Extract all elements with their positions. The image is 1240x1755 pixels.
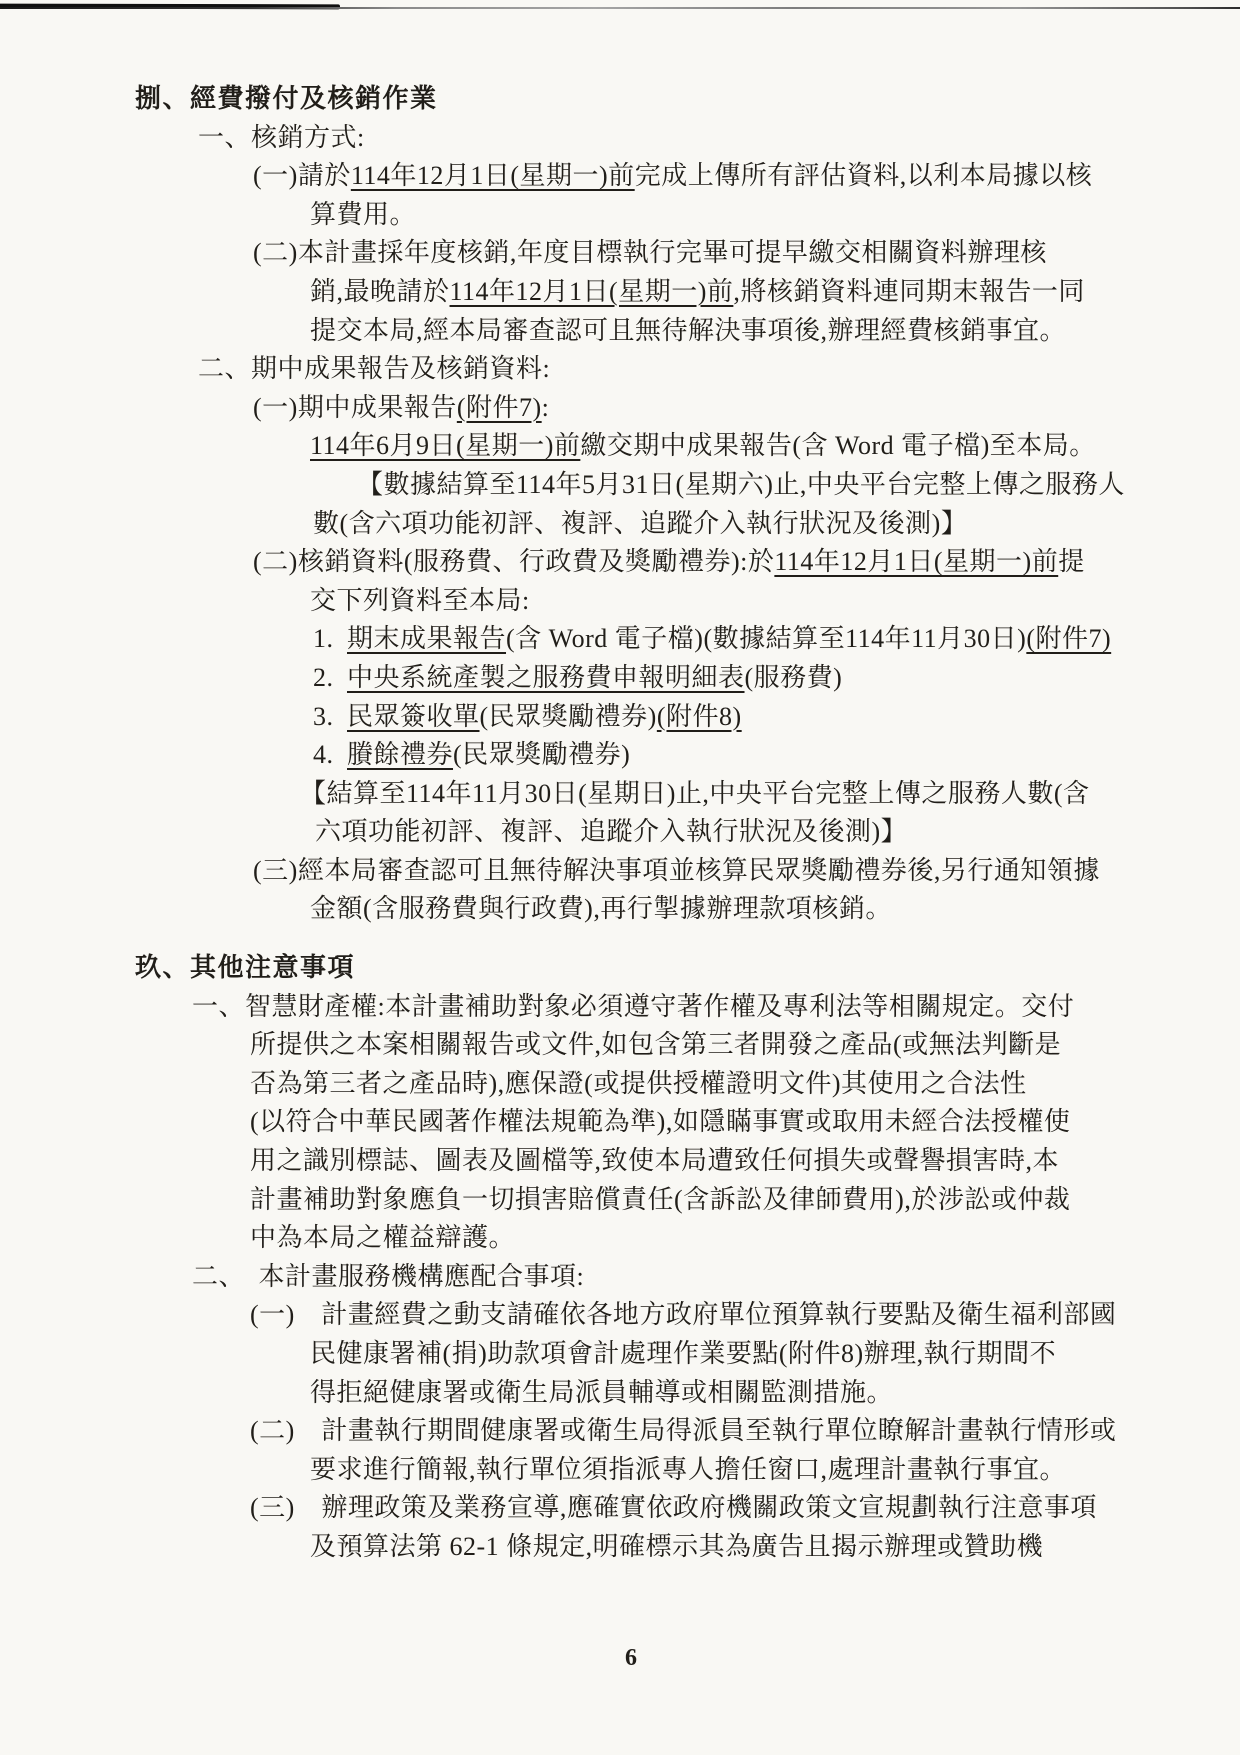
text-segment: 【數據結算至114年5月31日(星期六)止,中央平台完整上傳之服務人	[357, 469, 1125, 499]
underlined-text: 114年6月9日(星期一)前	[310, 431, 581, 461]
text-segment: 交下列資料至本局:	[310, 585, 530, 615]
item-1-2-line-3	[310, 312, 1240, 351]
text-segment: 【結算至114年11月30日(星期日)止,中央平台完整上傳之服務人數(含	[300, 778, 1090, 808]
text-segment: (二) 計畫執行期間健康署或衛生局得派員至執行單位瞭解計畫執行情形或	[250, 1416, 1117, 1446]
coop-1-line-3	[310, 1374, 1240, 1413]
item-2-3-line-1	[253, 852, 1240, 891]
text-segment: (以符合中華民國著作權法規範為準),如隱瞞事實或取用未經合法授權使	[250, 1107, 1071, 1137]
text-segment: (民眾獎勵禮券)	[453, 740, 631, 770]
text-segment: (一) 計畫經費之動支請確依各地方政府單位預算執行要點及衛生福利部國	[250, 1300, 1117, 1330]
page-number: 6	[625, 1645, 637, 1671]
coop-2-line-1	[250, 1412, 1240, 1451]
underlined-text: (附件7)	[1026, 624, 1112, 654]
text-segment: (二)本計畫採年度核銷,年度目標執行完畢可提早繳交相關資料辦理核	[253, 238, 1047, 268]
note-final-line-2	[315, 813, 1240, 852]
text-segment: (二)核銷資料(服務費、行政費及獎勵禮券):於	[253, 547, 775, 577]
text-segment: (一)期中成果報告	[253, 392, 457, 422]
coop-1-line-2	[310, 1335, 1240, 1374]
text-segment: 否為第三者之產品時),應保證(或提供授權證明文件)其使用之合法性	[250, 1068, 1027, 1098]
text-segment: 及預算法第 62-1 條規定,明確標示其為廣告且揭示辦理或贊助機	[310, 1531, 1044, 1561]
scan-artifact-line	[0, 7, 1240, 9]
text-segment: 4.	[313, 740, 347, 770]
list-item-1	[313, 620, 1240, 659]
item-2-1-heading	[253, 389, 1240, 428]
note-final-line-1	[300, 775, 1240, 814]
text-segment: 要求進行簡報,執行單位須指派專人擔任窗口,處理計畫執行事宜。	[310, 1454, 1067, 1484]
item-ip-line-2	[250, 1026, 1240, 1065]
text-segment: 民健康署補(捐)助款項會計處理作業要點(附件8)辦理,執行期間不	[310, 1339, 1057, 1368]
text-segment: 捌、經費撥付及核銷作業	[135, 84, 438, 113]
item-ip-line-6	[250, 1181, 1240, 1220]
section-8-heading	[135, 80, 1240, 119]
note-midterm-line-1	[357, 466, 1240, 505]
item-ip-line-4	[250, 1103, 1240, 1142]
text-segment: 提交本局,經本局審查認可且無待解決事項後,辦理經費核銷事宜。	[310, 315, 1067, 345]
text-segment: 3.	[313, 701, 347, 731]
text-segment: (三) 辦理政策及業務宣導,應確實依政府機關政策文宣規劃執行注意事項	[250, 1493, 1097, 1523]
item-1-1-line-2	[310, 196, 1240, 235]
text-segment: 完成上傳所有評估資料,以利本局據以核	[634, 161, 1093, 191]
text-segment: (民眾獎勵禮券)	[479, 701, 657, 731]
text-segment: 用之識別標誌、圖表及圖檔等,致使本局遭致任何損失或聲譽損害時,本	[250, 1146, 1060, 1176]
item-1-1-line-1	[253, 157, 1240, 196]
coop-3-line-1	[250, 1489, 1240, 1528]
underlined-text: 期末成果報告	[347, 624, 507, 654]
item-2-1-line-1	[310, 427, 1240, 466]
text-segment: (三)經本局審查認可且無待解決事項並核算民眾獎勵禮券後,另行通知領據	[253, 855, 1100, 885]
text-segment: 繳交期中成果報告(含 Word 電子檔)至本局。	[580, 431, 1096, 461]
text-segment: 二、 本計畫服務機構應配合事項:	[192, 1261, 585, 1291]
text-segment: 所提供之本案相關報告或文件,如包含第三者開發之產品(或無法判斷是	[250, 1030, 1062, 1060]
underlined-text: 114年12月1日(星期一)前	[449, 276, 734, 306]
text-segment: 2.	[313, 662, 347, 692]
text-segment: 計畫補助對象應負一切損害賠償責任(含訴訟及律師費用),於涉訟或仲裁	[250, 1184, 1071, 1214]
text-segment: 一、智慧財產權:本計畫補助對象必須遵守著作權及專利法等相關規定。交付	[192, 991, 1075, 1021]
item-2-2-line-1	[253, 543, 1240, 582]
item-2-heading	[198, 350, 1240, 389]
underlined-text: (附件8)	[656, 701, 742, 731]
list-item-2	[313, 659, 1240, 698]
item-ip-line-7	[250, 1219, 1240, 1258]
document-content	[0, 80, 1240, 1567]
list-item-4	[313, 736, 1240, 775]
item-coop-heading	[192, 1258, 1240, 1297]
item-1-heading	[198, 119, 1240, 158]
text-segment: (一)請於	[253, 161, 351, 191]
item-1-2-line-1	[253, 234, 1240, 273]
item-2-3-line-2	[310, 890, 1240, 929]
text-segment: (服務費)	[744, 662, 843, 692]
text-segment: (含 Word 電子檔)(數據結算至114年11月30日)	[506, 624, 1027, 654]
text-segment: 二、期中成果報告及核銷資料:	[198, 354, 551, 384]
note-midterm-line-2	[313, 505, 1240, 544]
underlined-text: 中央系統產製之服務費申報明細表	[347, 662, 745, 692]
underlined-text: 114年12月1日(星期一)前	[350, 161, 635, 191]
coop-2-line-2	[310, 1451, 1240, 1490]
item-1-2-line-2	[310, 273, 1240, 312]
text-segment: 數(含六項功能初評、複評、追蹤介入執行狀況及後測)】	[313, 508, 968, 538]
text-segment: 1.	[313, 624, 347, 654]
text-segment: 六項功能初評、複評、追蹤介入執行狀況及後測)】	[315, 817, 908, 847]
text-segment: :	[541, 392, 550, 422]
text-segment: 中為本局之權益辯護。	[250, 1223, 516, 1253]
underlined-text: 114年12月1日(星期一)前	[774, 547, 1059, 577]
underlined-text: 賸餘禮券	[347, 740, 454, 770]
item-ip-line-5	[250, 1142, 1240, 1181]
item-2-2-line-2	[310, 582, 1240, 621]
section-9-heading	[135, 949, 1240, 988]
text-segment: 一、核銷方式:	[198, 122, 365, 152]
coop-1-line-1	[250, 1296, 1240, 1335]
item-ip-line-3	[250, 1065, 1240, 1104]
underlined-text: (附件7)	[456, 392, 542, 422]
underlined-text: 民眾簽收單	[347, 701, 480, 731]
text-segment: ,將核銷資料連同期末報告一同	[733, 276, 1085, 306]
text-segment: 得拒絕健康署或衛生局派員輔導或相關監測措施。	[310, 1377, 894, 1407]
text-segment: 銷,最晚請於	[310, 276, 450, 306]
coop-3-line-2	[310, 1528, 1240, 1567]
text-segment: 玖、其他注意事項	[135, 953, 356, 983]
list-item-3	[313, 698, 1240, 737]
text-segment: 算費用。	[310, 199, 417, 229]
text-segment: 提	[1058, 547, 1085, 577]
item-ip-line-1	[192, 988, 1240, 1027]
text-segment: 金額(含服務費與行政費),再行掣據辦理款項核銷。	[310, 894, 892, 924]
